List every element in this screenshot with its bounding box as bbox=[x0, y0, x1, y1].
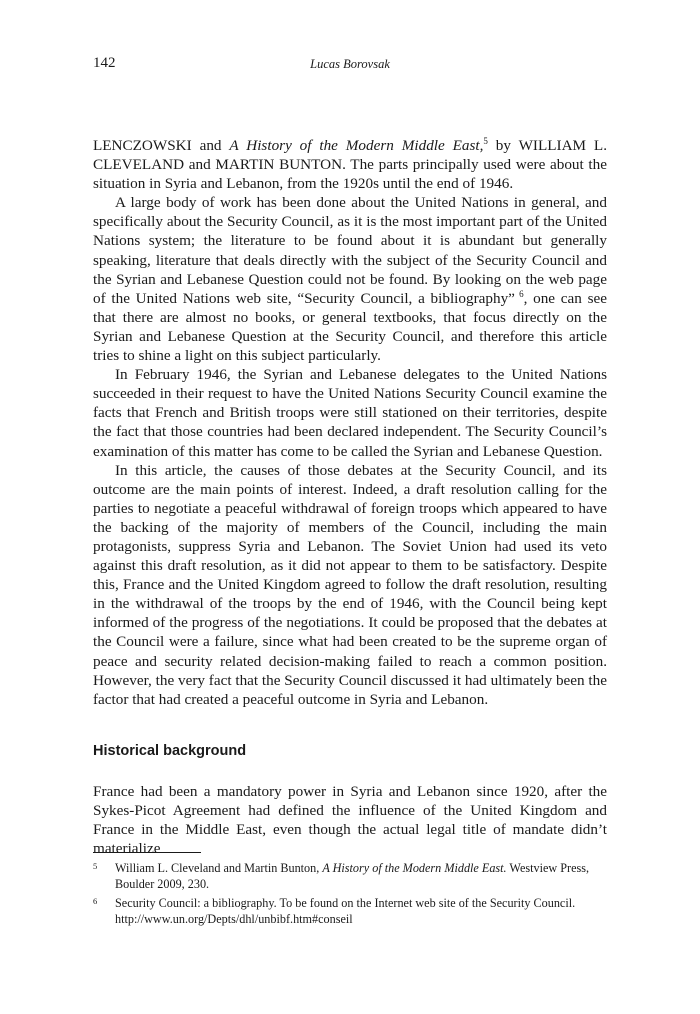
paragraph-1 bbox=[93, 136, 607, 193]
paragraph-3: In February 1946, the Syrian and Lebanese delegates to the United Nations succeeded in their request to have the United Nations Security Council examine the facts that French and British troops were still stationed on their territories, despite the fact that those countries had been declared independent. The Security Council’s examination of this matter has come to be called the Syrian and Lebanese Question. bbox=[93, 366, 607, 460]
article-body bbox=[93, 136, 607, 858]
page-number: 142 bbox=[93, 55, 116, 71]
footnote-divider bbox=[93, 852, 201, 853]
paragraph-2-text-b: , one can see that there are almost no books, or general textbooks, that focus directly on the Syrian and Lebanese Question at the Security Council, and therefore this article tries to shine a light on this subject particularly. bbox=[93, 289, 607, 365]
footnote-5-title: A History of the Modern Middle East. bbox=[322, 861, 507, 875]
cited-book-title: A History of the Modern Middle East, bbox=[229, 137, 484, 154]
footnote-5-mark: 5 bbox=[93, 861, 98, 871]
paragraph-2 bbox=[93, 193, 607, 365]
paragraph-5: France had been a mandatory power in Syria and Lebanon since 1920, after the Sykes-Picot Agreement had defined the influence of the United Kingdom and France in the Middle East, even though the actual legal title of mandate didn’t materialize bbox=[93, 782, 607, 858]
running-head-author: Lucas Borovsak bbox=[310, 57, 390, 71]
footnote-ref-5[interactable]: 5 bbox=[483, 136, 488, 146]
footnotes bbox=[93, 852, 607, 931]
footnote-5-text-b: Westview Press, Boulder 2009, 230. bbox=[115, 861, 590, 891]
footnote-5 bbox=[93, 861, 607, 892]
footnote-6-text: Security Council: a bibliography. To be found on the Internet web site of the Security Council. http://www.un.org/Depts/dhl/unbibf.htm#conseil bbox=[115, 896, 576, 926]
footnote-6-mark: 6 bbox=[93, 896, 98, 906]
paragraph-1-text-a: LENCZOWSKI and bbox=[93, 137, 230, 154]
paragraph-4: In this article, the causes of those debates at the Security Council, and its outcome are the main points of interest. Indeed, a draft resolution calling for the parties to negotiate a peaceful withdrawal of foreign troops which appeared to have the backing of the majority of members of the Council, including the main protagonists, suppress Syria and Lebanon. The Soviet Union had used its veto against this draft resolution, as it did not appear to them to be satisfactory. Despite this, France and the United Kingdom agreed to follow the draft resolution, resulting in the withdrawal of the troops by the end of 1946, with the Council being kept informed of the progress of the negotiations. It could be proposed that the debates at the Council were a failure, since what had been created to be the supreme organ of peace and security related decision-making failed to reach a common position. However, the very fact that the Security Council discussed it had ultimately been the factor that had created a peaceful outcome in Syria and Lebanon. bbox=[93, 461, 607, 708]
footnote-ref-6[interactable]: 6 bbox=[514, 288, 524, 299]
footnote-6 bbox=[93, 896, 607, 927]
section-heading: Historical background bbox=[93, 742, 247, 759]
paragraph-1-text-b: by WILLIAM L. CLEVELAND and MARTIN BUNTON. The parts principally used were about the situation in Syria and Lebanon, from the 1920s until the end of 1946. bbox=[93, 137, 607, 193]
paragraph-2-text-a: A large body of work has been done about the United Nations in general, and specifically about the Security Council, as it is the most important part of the United Nations system; the literature to be found about it is abundant but generally speaking, literature that deals directly with the subject of the Security Council and the Syrian and Lebanese Question could not be found. By looking on the web page of the United Nations web site, “Security Council, a bibliography” bbox=[93, 194, 607, 307]
footnote-5-text-a: William L. Cleveland and Martin Bunton, bbox=[115, 861, 323, 875]
